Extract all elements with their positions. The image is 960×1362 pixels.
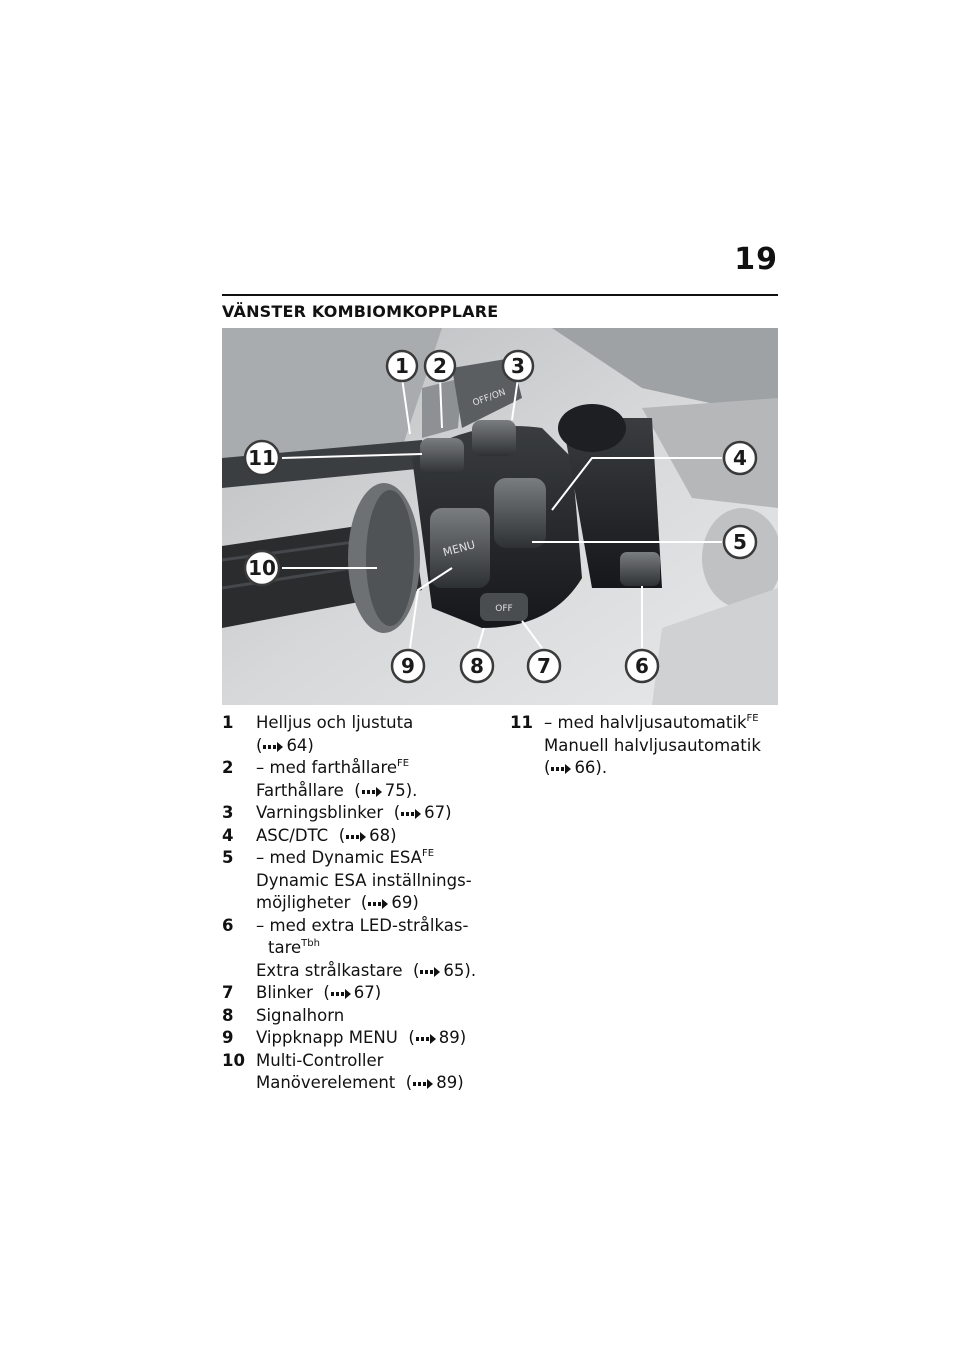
svg-text:3: 3 bbox=[511, 354, 525, 378]
option-badge: FE bbox=[397, 758, 410, 769]
legend-item-3: 3 Varningsblinker ( 67) bbox=[222, 803, 452, 822]
page-arrow-icon bbox=[551, 764, 571, 774]
legend-item-10: 10 Multi-Controller Manöverelement ( 89) bbox=[222, 1050, 464, 1092]
svg-text:1: 1 bbox=[395, 354, 409, 378]
handlebar-switch-photo bbox=[222, 328, 778, 705]
svg-text:11: 11 bbox=[248, 446, 276, 470]
svg-text:8: 8 bbox=[470, 654, 484, 678]
callout-11 bbox=[245, 441, 279, 475]
callout-6 bbox=[626, 650, 658, 682]
callout-3 bbox=[503, 351, 533, 381]
page-reference[interactable]: ( 75). bbox=[354, 780, 418, 800]
legend-item-7: 7 Blinker ( 67) bbox=[222, 983, 382, 1002]
svg-text:9: 9 bbox=[401, 654, 415, 678]
legend-item-2: 2 – med farthållare$^{FE}$ Farthållare ( 75). bbox=[222, 758, 418, 800]
legend-left bbox=[222, 712, 494, 1095]
svg-text:10: 10 bbox=[248, 556, 276, 580]
page-reference[interactable]: ( 65). bbox=[412, 960, 477, 980]
page-arrow-icon bbox=[331, 989, 351, 999]
switch-illustration bbox=[222, 328, 778, 705]
page-reference[interactable]: ( 89) bbox=[408, 1028, 467, 1047]
page-reference[interactable]: ( 67) bbox=[393, 803, 452, 822]
menu-label: MENU bbox=[441, 538, 477, 560]
callout-2 bbox=[425, 351, 455, 381]
svg-text:7: 7 bbox=[537, 654, 551, 678]
page-arrow-icon bbox=[368, 899, 388, 909]
offon-label: OFF/ON bbox=[471, 387, 508, 409]
page-arrow-icon bbox=[362, 787, 382, 797]
svg-text:5: 5 bbox=[733, 530, 747, 554]
callout-9 bbox=[392, 650, 424, 682]
page-reference[interactable]: ( 89) bbox=[405, 1073, 464, 1092]
legend-item-1: 1 Helljus och ljustuta ( 64) bbox=[222, 712, 494, 757]
svg-text:2: 2 bbox=[433, 354, 447, 378]
legend-item-11: 11 – med halvljusautomatik$^{FE}$ Manuell halvljusautomatik ( 66). bbox=[510, 712, 778, 780]
option-badge: Tbh bbox=[301, 938, 320, 949]
page-arrow-icon bbox=[346, 832, 366, 842]
callout-8 bbox=[461, 650, 493, 682]
legend-item-6: 6 – med extra LED-strålkas- tare$^{Tbh}$ Extra strålkastare ( 65). bbox=[222, 915, 477, 980]
callout-7 bbox=[528, 650, 560, 682]
callout-5 bbox=[724, 526, 756, 558]
callout-10 bbox=[245, 551, 279, 585]
option-badge: FE bbox=[746, 713, 759, 724]
callout-4 bbox=[724, 442, 756, 474]
page-arrow-icon bbox=[416, 1034, 436, 1044]
off-label: OFF bbox=[495, 604, 513, 614]
page-reference[interactable]: ( 64) bbox=[256, 735, 314, 755]
page-number: 19 bbox=[734, 242, 778, 277]
legend-item-9: 9 Vippknapp MENU ( 89) bbox=[222, 1028, 467, 1047]
callout-1 bbox=[387, 351, 417, 381]
svg-text:4: 4 bbox=[733, 446, 747, 470]
legend-item-5: 5 – med Dynamic $ESA^{FE}$ Dynamic ESA inställnings- möjligheter ( 69) bbox=[222, 848, 472, 912]
svg-text:6: 6 bbox=[635, 654, 649, 678]
page-arrow-icon bbox=[401, 809, 421, 819]
legend-item-8: 8 Signalhorn bbox=[222, 1005, 345, 1025]
page-reference[interactable]: ( 68) bbox=[338, 825, 397, 845]
legend-right bbox=[510, 712, 778, 780]
page-reference[interactable]: ( 67) bbox=[323, 983, 382, 1002]
page-arrow-icon bbox=[420, 967, 440, 977]
legend-item-4: 4 ASC/DTC ( 68) bbox=[222, 825, 397, 845]
option-badge: FE bbox=[421, 848, 435, 859]
page-arrow-icon bbox=[263, 742, 283, 752]
page-reference[interactable]: ( 66). bbox=[544, 758, 608, 777]
page-reference[interactable]: ( 69) bbox=[360, 893, 419, 912]
section-title: VÄNSTER KOMBIOMKOPPLARE bbox=[222, 294, 778, 321]
page-arrow-icon bbox=[413, 1079, 433, 1089]
